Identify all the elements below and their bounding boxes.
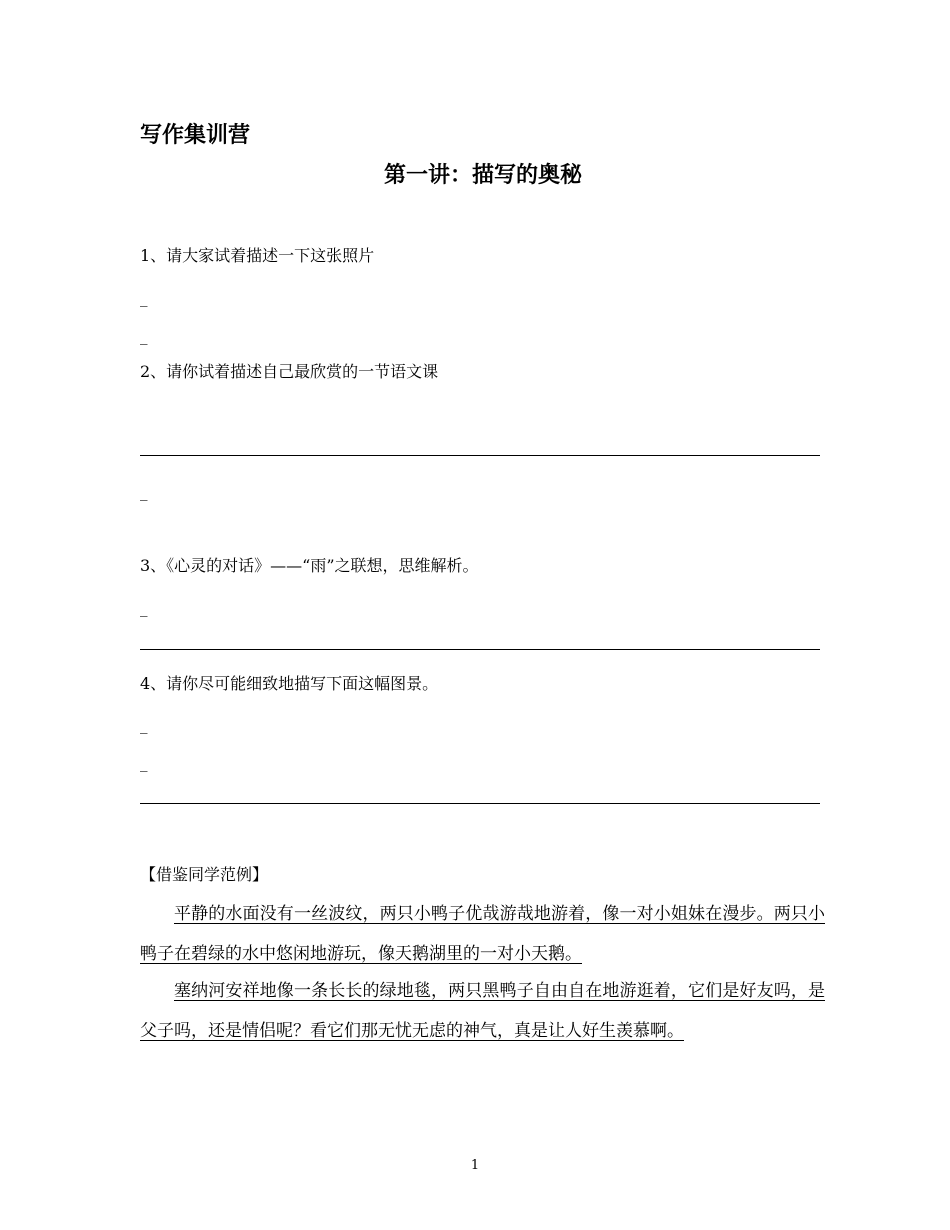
example-paragraph-text: 平静的水面没有一丝波纹，两只小鸭子优哉游哉地游着，像一对小姐妹在漫步。两只小鸭子在碧绿的水中悠闲地游玩，像天鹅湖里的一对小天鹅。: [140, 904, 825, 964]
answer-line: [140, 803, 820, 804]
example-paragraph: [140, 971, 825, 1051]
example-paragraph: [140, 894, 825, 974]
blank-marker: _: [140, 327, 148, 345]
header-title: 写作集训营: [140, 123, 251, 148]
blank-marker: _: [140, 483, 148, 501]
page-number: 1: [470, 1158, 480, 1173]
question-3: 3、《心灵的对话》——“雨”之联想，思维解析。: [140, 556, 479, 575]
answer-line: [140, 649, 820, 650]
question-1: 1、请大家试着描述一下这张照片: [140, 246, 375, 265]
question-2: 2、请你试着描述自己最欣赏的一节语文课: [140, 362, 439, 381]
blank-marker: _: [140, 599, 148, 617]
answer-line: [140, 455, 820, 456]
lecture-title: [0, 158, 950, 189]
blank-marker: _: [140, 289, 148, 307]
examples-heading: 【借鉴同学范例】: [140, 865, 269, 884]
question-4: 4、请你尽可能细致地描写下面这幅图景。: [140, 674, 439, 693]
lecture-title-text: 第一讲：描写的奥秘: [383, 163, 582, 188]
blank-marker: _: [140, 716, 148, 734]
blank-marker: _: [140, 754, 148, 772]
example-paragraph-text: 塞纳河安祥地像一条长长的绿地毯，两只黑鸭子自由自在地游逛着，它们是好友吗，是父子吗，还是情侣呢？看它们那无忧无虑的神气，真是让人好生羡慕啊。: [140, 981, 825, 1041]
